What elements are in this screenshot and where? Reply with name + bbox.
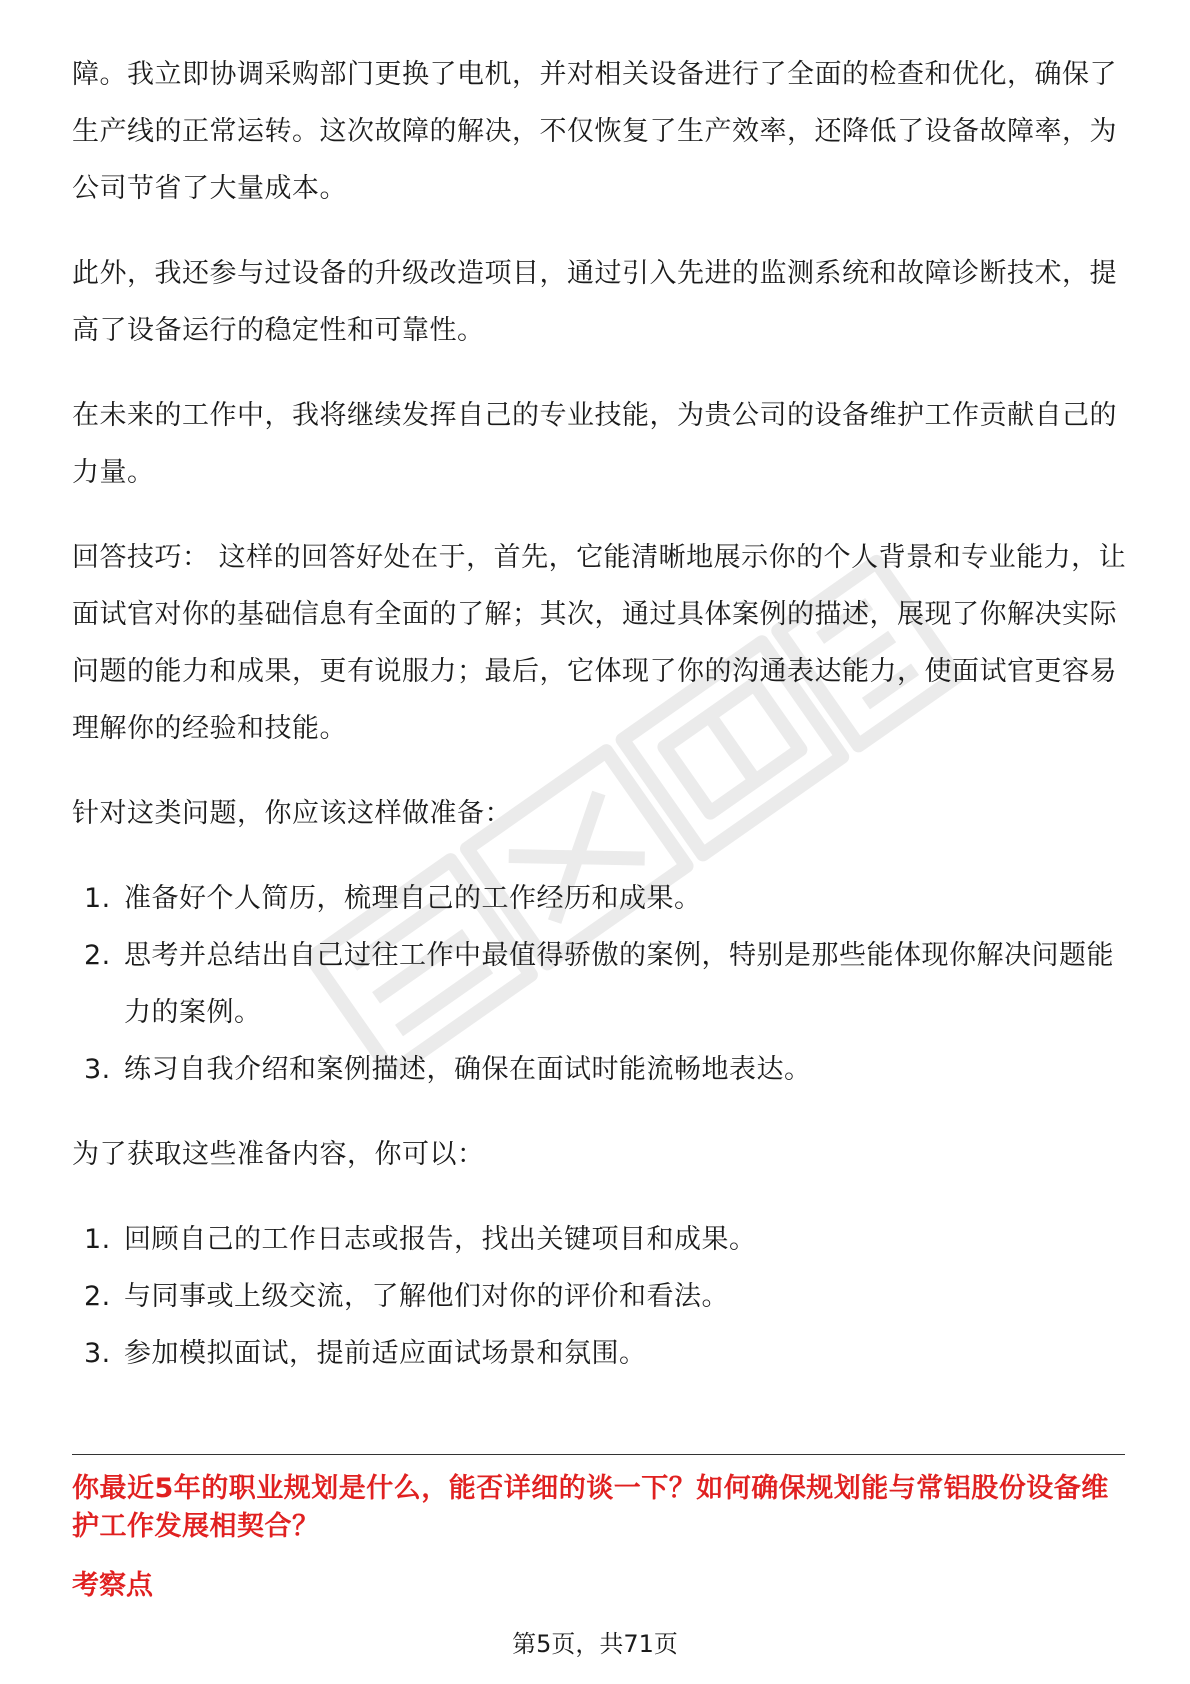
section-divider [72, 1454, 1125, 1455]
list-item [72, 1041, 1132, 1098]
paragraph-fault-resolution: 障。我立即协调采购部门更换了电机，并对相关设备进行了全面的检查和优化，确保了生产线的正常运转。这次故障的解决，不仅恢复了生产效率，还降低了设备故障率，为公司节省了大量成本。 [72, 59, 1117, 204]
prep-intro: 针对这类问题，你应该这样做准备： [72, 798, 512, 829]
list-item-text: 与同事或上级交流，了解他们对你的评价和看法。 [124, 1281, 729, 1312]
main-content [72, 46, 1132, 1410]
assessment-points-label: 考察点 [72, 1570, 153, 1601]
paragraph-future-work: 在未来的工作中，我将继续发挥自己的专业技能，为贵公司的设备维护工作贡献自己的力量。 [72, 400, 1117, 488]
list-item [72, 870, 1132, 927]
list-item [72, 1211, 1132, 1268]
page-number: 第5页，共71页 [512, 1630, 678, 1658]
list-item [72, 1268, 1132, 1325]
list-item-text: 参加模拟面试，提前适应面试场景和氛围。 [124, 1338, 647, 1369]
obtain-list [72, 1211, 1132, 1382]
list-item [72, 927, 1132, 1041]
list-item-text: 练习自我介绍和案例描述，确保在面试时能流畅地表达。 [124, 1054, 812, 1085]
prep-list [72, 870, 1132, 1098]
list-item [72, 1325, 1132, 1382]
obtain-intro: 为了获取这些准备内容，你可以： [72, 1139, 485, 1170]
list-number: 1. [84, 1224, 111, 1255]
list-number: 3. [84, 1338, 111, 1369]
list-number: 1. [84, 883, 111, 914]
list-number: 2. [84, 1281, 111, 1312]
list-number: 3. [84, 1054, 111, 1085]
list-number: 2. [84, 940, 111, 971]
interview-question: 你最近5年的职业规划是什么，能否详细的谈一下？如何确保规划能与常铝股份设备维护工作发展相契合？ [72, 1473, 1109, 1542]
paragraph-upgrade-project: 此外，我还参与过设备的升级改造项目，通过引入先进的监测系统和故障诊断技术，提高了设备运行的稳定性和可靠性。 [72, 258, 1117, 346]
paragraph-answer-tips: 回答技巧： 这样的回答好处在于，首先，它能清晰地展示你的个人背景和专业能力，让面试官对你的基础信息有全面的了解；其次，通过具体案例的描述，展现了你解决实际问题的能力和成果，更有说服力；最后，它体现了你的沟通表达能力，使面试官更容易理解你的经验和技能。 [72, 542, 1127, 744]
list-item-text: 回顾自己的工作日志或报告，找出关键项目和成果。 [124, 1224, 757, 1255]
list-item-text: 思考并总结出自己过往工作中最值得骄傲的案例，特别是那些能体现你解决问题能力的案例。 [124, 940, 1114, 1028]
list-item-text: 准备好个人简历，梳理自己的工作经历和成果。 [124, 883, 702, 914]
